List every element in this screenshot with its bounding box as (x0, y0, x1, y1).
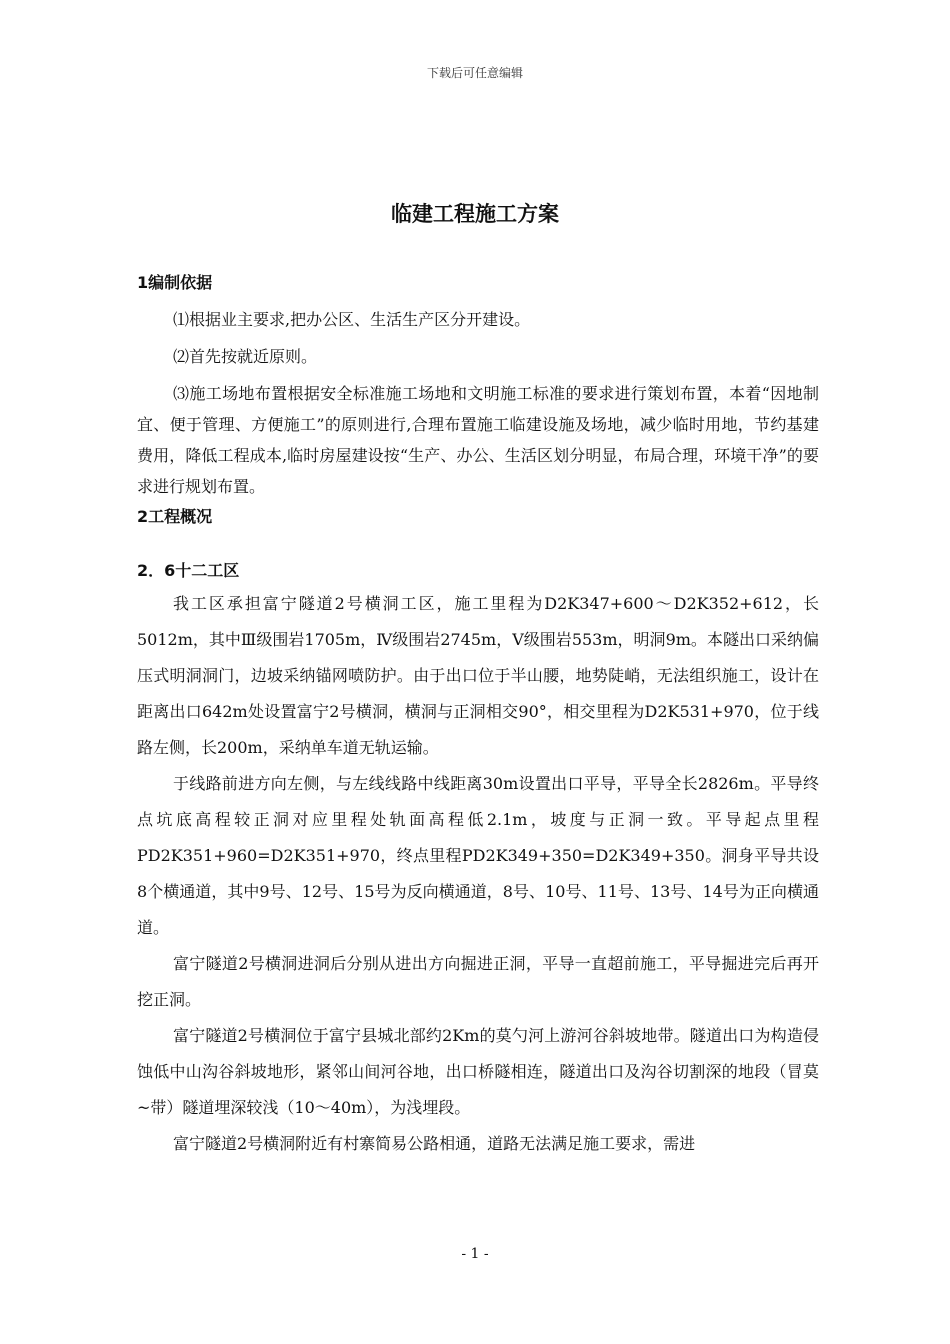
page-header: 下载后可任意编辑 (426, 66, 523, 80)
overview-paragraph-2: 于线路前进方向左侧，与左线线路中线距离30m设置出口平导，平导全长2826m。平导终点坑底高程较正洞对应里程处轨面高程低2.1m，坡度与正洞一致。平导起点里程PD2K351+960=D2K351+970，终点里程PD2K349+350=D2K349+350。洞身平导共设8个横通道，其中9号、12号、15号为反向横通道，8号、10号、11号、13号、14号为正向横通道。 (137, 774, 819, 937)
basis-item-1: ⑴根据业主要求,把办公区、生活生产区分开建设。 (173, 310, 531, 329)
basis-item-2: ⑵首先按就近原则。 (173, 347, 318, 366)
overview-paragraph-3: 富宁隧道2号横洞进洞后分别从进出方向掘进正洞，平导一直超前施工，平导掘进完后再开挖正洞。 (137, 954, 819, 1009)
section-2-heading: 2工程概况 (137, 507, 213, 526)
section-2-6-heading: 2．6十二工区 (137, 561, 240, 580)
basis-item-3: ⑶施工场地布置根据安全标准施工场地和文明施工标准的要求进行策划布置，本着“因地制宜、便于管理、方便施工”的原则进行,合理布置施工临建设施及场地，减少临时用地，节约基建费用，降低工程成本,临时房屋建设按“生产、办公、生活区划分明显，布局合理，环境干净”的要求进行规划布置。 (137, 384, 819, 496)
document-body (137, 268, 819, 1162)
document-title: 临建工程施工方案 (391, 202, 559, 226)
overview-paragraph-1: 我工区承担富宁隧道2号横洞工区，施工里程为D2K347+600～D2K352+612，长5012m，其中Ⅲ级围岩1705m，Ⅳ级围岩2745m，Ⅴ级围岩553m，明洞9m。本隧出口采纳偏压式明洞洞门，边坡采纳锚网喷防护。由于出口位于半山腰，地势陡峭，无法组织施工，设计在距离出口642m处设置富宁2号横洞，横洞与正洞相交90°，相交里程为D2K531+970，位于线路左侧，长200m，采纳单车道无轨运输。 (137, 594, 819, 757)
overview-paragraph-4: 富宁隧道2号横洞位于富宁县城北部约2Km的莫勺河上游河谷斜坡地带。隧道出口为构造侵蚀低中山沟谷斜坡地形，紧邻山间河谷地，出口桥隧相连，隧道出口及沟谷切割深的地段（冒莫~带）隧道埋深较浅（10～40m），为浅埋段。 (137, 1026, 819, 1117)
page-number: - 1 - (461, 1246, 489, 1262)
overview-paragraph-5: 富宁隧道2号横洞附近有村寨简易公路相通，道路无法满足施工要求，需进 (173, 1134, 696, 1153)
section-1-heading: 1编制依据 (137, 273, 213, 292)
